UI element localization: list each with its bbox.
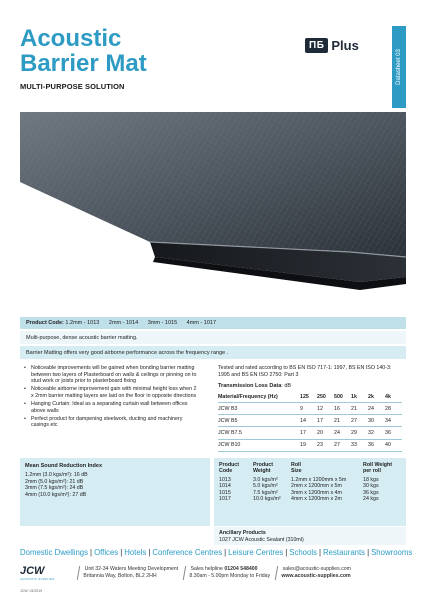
table-cell: 3.0 kgs/m² [253,476,278,483]
address-line: Unit 32-34 Waters Meeting Development [84,566,179,573]
product-photo [20,112,406,312]
table-cell: 17 [317,415,334,427]
table-row [219,477,401,484]
page-footer [20,562,406,584]
table-cell: 19 [300,439,317,451]
performance-band: Barrier Matting offers very good airborne performance across the frequency range . [20,346,406,359]
table-cell: 30 [368,415,385,427]
table-header-row [219,462,401,477]
table-row [219,490,401,497]
table-cell: JCW B7.5 [218,427,300,439]
msri-row: 1.2mm (3.0 kgs/m²): 16 dB [25,471,88,478]
website-link[interactable]: www.acoustic-supplies.com [281,573,351,579]
table-cell: 23 [317,439,334,451]
table-cell: 20 [317,427,334,439]
table-cell: JCW B3 [218,403,300,415]
table-cell: 16 [334,403,351,415]
sector-separator: | [90,548,93,557]
table-cell: 29 [351,427,368,439]
document-reference: JCW: 03/2019 [20,589,43,593]
barrier-mat-image [20,112,406,312]
sector-separator: | [148,548,151,557]
column-header: 4k [385,392,402,403]
feature-list [24,365,200,430]
test-standards: Tested and rated according to BS EN ISO 717-1: 1997, BS EN ISO 140-3: 1995 and BS EN ISO 2750: Part 3 [218,365,392,378]
footer-sales [182,566,271,580]
table-cell: 24 [334,427,351,439]
mean-sound-reduction-title: Mean Sound Reduction Index [25,463,103,469]
table-cell: 36 kgs [363,489,379,496]
column-header-line: Product [219,462,240,468]
column-header-line: Weight [253,468,271,475]
title-line-1: Acoustic [20,25,122,52]
table-cell: 9 [300,403,317,415]
brand-logo [305,38,359,53]
table-cell: 36 [368,439,385,451]
table-cell: 24 kgs [363,496,379,503]
table-cell: 1015 [219,489,231,496]
transmission-loss-heading: Transmission Loss Data [218,383,282,389]
product-code-band [20,317,406,329]
table-cell: 14 [300,415,317,427]
column-header: Material/Frequency (Hz) [218,392,300,403]
product-specs-table [219,462,401,503]
table-cell: 21 [334,415,351,427]
column-header: 500 [334,392,351,403]
table-row [218,415,402,427]
feature-item: • Perfect product for dampening steelwork, ducting and machinery casings etc [24,416,200,429]
sector-separator: | [224,548,227,557]
table-cell: 27 [351,415,368,427]
sector-list [20,548,413,557]
sector-item: Schools [289,548,317,557]
table-cell: 1.2mm x 1200mm x 5m [291,476,347,483]
table-cell: 34 [385,415,402,427]
email-link[interactable]: sales@acoustic-supplies.com [282,566,352,573]
sector-separator: | [319,548,322,557]
column-header-line: Size [291,468,302,475]
feature-item: • Hanging Curtain: Ideal as a separating curtain wall between offices above walls [24,401,200,414]
table-cell: 4mm x 1200mm x 2m [291,496,342,503]
table-cell: JCW B5 [218,415,300,427]
sales-prefix: Sales helpline [190,566,223,573]
table-cell: 24 [368,403,385,415]
jcw-logo-text: JCW [20,564,45,577]
table-row [218,439,402,451]
footer-contact [275,566,353,580]
table-cell: 10.0 kgs/m² [253,496,281,503]
transmission-loss-table [218,392,402,452]
ancillary-products-text: 1027 JCW Acoustic Sealant (310ml) [219,536,304,543]
column-header [291,462,363,477]
ancillary-products-panel [214,527,406,545]
msri-row: 3mm (7.5 kgs/m²): 24 dB [25,485,84,492]
column-header-line: Code [219,468,233,475]
table-cell: 28 [385,403,402,415]
table-cell: 12 [317,403,334,415]
opening-hours: 8.30am - 5.00pm Monday to Friday [188,573,270,579]
datasheet-tab-label: Datasheet 03 [396,49,402,85]
column-header [219,462,253,477]
sector-separator: | [285,548,288,557]
sector-separator: | [120,548,123,557]
table-cell: 33 [351,439,368,451]
table-cell: 18 kgs [363,476,379,483]
column-header-line: Roll [291,462,302,468]
sector-item: Offices [94,548,119,557]
transmission-loss-unit: : dB [281,383,292,389]
product-code-item: 3mm - 1015 [147,320,178,326]
column-header: 1k [351,392,368,403]
product-code-item: 2mm - 1014 [108,320,139,326]
sales-phone[interactable]: 01204 548400 [223,566,258,573]
transmission-loss-title [218,383,291,389]
brand-logo-mark: ПБ [305,38,328,53]
table-cell: 17 [300,427,317,439]
sector-item: Leisure Centres [228,548,284,557]
ancillary-products-title: Ancillary Products [219,530,266,536]
msri-row: 4mm (10.0 kgs/m²): 27 dB [25,492,87,499]
product-code-item: 4mm - 1017 [186,320,217,326]
table-cell: 5.0 kgs/m² [253,483,278,490]
column-header-line: Roll Weight [363,462,393,468]
table-cell: 7.5 kgs/m² [253,489,278,496]
msri-row: 2mm (5.0 kgs/m²): 21 dB [25,478,84,485]
table-row [218,427,402,439]
feature-item: • Noticeable improvements will be gained when bonding barrier matting between two layers of Plasterboard on walls & ceilings or pinning on to stud work or joists prior to plasterboard fixing [24,365,200,385]
sales-line [190,566,271,573]
footer-address [77,566,179,580]
page-title [20,26,147,76]
column-header: 250 [317,392,334,403]
table-cell: 1014 [219,483,231,490]
sector-item: Domestic Dwellings [20,548,89,557]
sector-separator: | [367,548,370,557]
product-code-item: 1.2mm - 1013 [65,320,100,326]
product-specs-panel [214,458,406,526]
column-header: 125 [300,392,317,403]
sector-item: Restaurants [323,548,366,557]
sector-item: Showrooms [371,548,413,557]
jcw-logo-subtext: ACOUSTIC SUPPLIES [20,576,55,581]
table-cell: 1013 [219,476,231,483]
sector-item: Conference Centres [152,548,223,557]
column-header: 2k [368,392,385,403]
column-header [363,462,401,477]
sector-item: Hotels [124,548,147,557]
title-line-2: Barrier Mat [20,50,147,77]
product-code-label: Product Code: [26,320,64,326]
table-cell: 40 [385,439,402,451]
jcw-logo [20,566,72,581]
mean-sound-reduction-panel [20,458,210,526]
table-cell: 30 kgs [363,483,379,490]
table-cell: 1017 [219,496,231,503]
address-line: Britannia Way, Bolton, BL2 2HH [83,573,157,579]
page-subtitle: MULTI-PURPOSE SOLUTION [20,82,125,91]
column-header [253,462,291,477]
table-cell: JCW B10 [218,439,300,451]
table-row [218,403,402,415]
table-cell: 36 [385,427,402,439]
table-cell: 27 [334,439,351,451]
feature-item: • Noticeable airborne improvement gain with minimal height loss when 2 x 2mm barrier matting layers are laid on the floor in opposite directions [24,386,200,399]
table-cell: 2mm x 1200mm x 5m [291,483,342,490]
table-cell: 32 [368,427,385,439]
table-cell: 3mm x 1200mm x 4m [291,489,342,496]
table-header-row [218,392,402,403]
table-row [219,483,401,490]
column-header-line: Product [253,462,274,468]
brand-logo-text: Plus [331,38,359,53]
datasheet-tab [392,26,406,108]
table-row [219,496,401,503]
column-header-line: per roll [363,468,381,475]
description-band: Multi-purpose, dense acoustic barrier matting. [20,331,406,344]
table-cell: 21 [351,403,368,415]
